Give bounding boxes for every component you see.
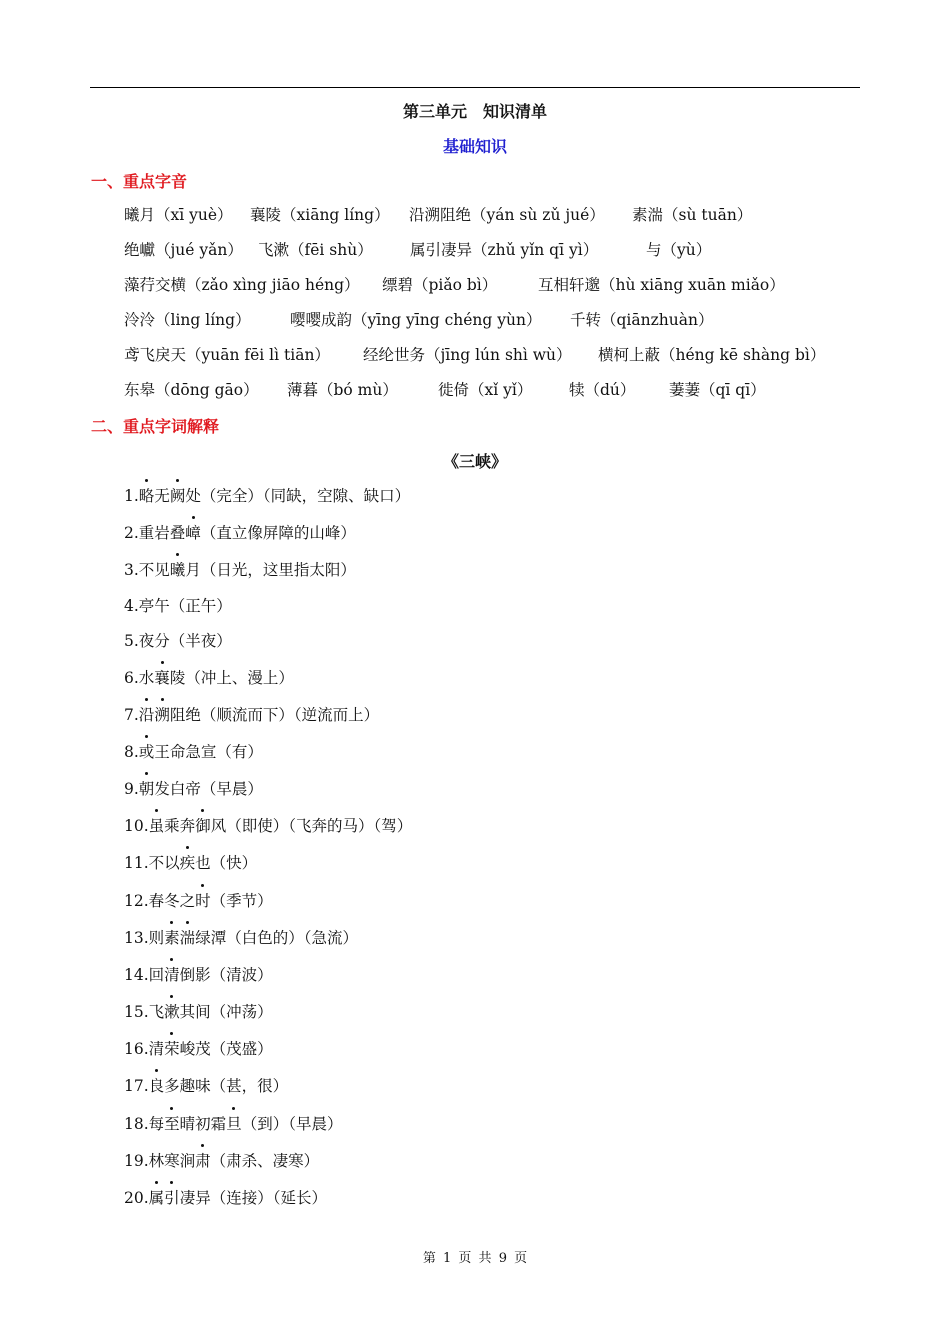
pronunciation-item: 经纶世务（jīng lún shì wù） xyxy=(363,346,572,364)
emphasis-char: 虽 xyxy=(149,814,165,836)
pronunciation-item: 襄陵（xiāng líng） xyxy=(250,206,390,224)
emphasis-char: 溯 xyxy=(154,703,170,725)
vocab-item: 4.亭午（正午） xyxy=(124,597,232,615)
emphasis-char: 御 xyxy=(195,814,211,836)
pronunciation-item: 属引凄异（zhǔ yǐn qī yì） xyxy=(410,241,599,259)
vocab-item: 1.略无阙处（完全）（同缺，空隙、缺口） xyxy=(124,484,410,506)
emphasis-char: 湍 xyxy=(180,926,196,948)
header-rule xyxy=(90,87,860,88)
emphasis-char: 漱 xyxy=(164,1000,180,1022)
emphasis-char: 朝 xyxy=(139,777,155,799)
page-title: 第三单元 知识清单 xyxy=(402,102,547,121)
vocab-item: 20.属引凄异（连接）（延长） xyxy=(124,1186,327,1208)
pronunciation-item: 犊（dú） xyxy=(569,381,636,399)
emphasis-char: 旦 xyxy=(226,1112,242,1134)
emphasis-char: 属 xyxy=(149,1186,165,1208)
vocab-item: 16.清荣峻茂（茂盛） xyxy=(124,1037,273,1059)
pronunciation-item: 藻荇交横（zǎo xìng jiāo héng） xyxy=(124,276,360,294)
pronunciation-item: 曦月（xī yuè） xyxy=(124,206,233,224)
emphasis-char: 略 xyxy=(139,484,155,506)
vocab-item: 9.朝发白帝（早晨） xyxy=(124,777,263,799)
pronunciation-item: 薄暮（bó mù） xyxy=(287,381,398,399)
vocab-item: 19.林寒涧肃（肃杀、凄寒） xyxy=(124,1149,319,1171)
emphasis-char: 素 xyxy=(164,926,180,948)
pronunciation-item: 绝巘（jué yǎn） xyxy=(124,241,243,259)
vocab-item: 10.虽乘奔御风（即使）（飞奔的马）（驾） xyxy=(124,814,412,836)
emphasis-char: 嶂 xyxy=(185,521,201,543)
pronunciation-item: 互相轩邈（hù xiāng xuān miǎo） xyxy=(538,276,785,294)
pronunciation-item: 千转（qiānzhuàn） xyxy=(570,311,714,329)
pronunciation-item: 横柯上蔽（héng kē shàng bì） xyxy=(598,346,826,364)
emphasis-char: 阙 xyxy=(170,484,186,506)
vocab-item: 5.夜分（半夜） xyxy=(124,632,232,650)
vocab-item: 3.不见曦月（日光，这里指太阳） xyxy=(124,558,356,580)
emphasis-char: 清 xyxy=(164,963,180,985)
text-title: 《三峡》 xyxy=(442,452,507,471)
emphasis-char: 肃 xyxy=(195,1149,211,1171)
vocab-item: 7.沿溯阻绝（顺流而下）（逆流而上） xyxy=(124,703,379,725)
emphasis-char: 襄 xyxy=(154,666,170,688)
pronunciation-item: 嘤嘤成韵（yīng yīng chéng yùn） xyxy=(290,311,542,329)
vocab-item: 12.春冬之时（季节） xyxy=(124,889,273,911)
pronunciation-item: 缥碧（piǎo bì） xyxy=(382,276,498,294)
emphasis-char: 引 xyxy=(164,1186,180,1208)
pronunciation-item: 沿溯阻绝（yán sù zǔ jué） xyxy=(409,206,605,224)
pronunciation-item: 泠泠（ling líng） xyxy=(124,311,251,329)
pronunciation-item: 徙倚（xǐ yǐ） xyxy=(438,381,533,399)
vocab-item: 13.则素湍绿潭（白色的）（急流） xyxy=(124,926,358,948)
vocab-item: 8.或王命急宣（有） xyxy=(124,740,263,762)
pronunciation-item: 东皋（dōng gāo） xyxy=(124,381,259,399)
vocab-item: 18.每至晴初霜旦（到）（早晨） xyxy=(124,1112,342,1134)
vocab-item: 14.回清倒影（清波） xyxy=(124,963,273,985)
pronunciation-item: 鸢飞戾天（yuān fēi lì tiān） xyxy=(124,346,330,364)
vocab-item: 6.水襄陵（冲上、漫上） xyxy=(124,666,294,688)
pronunciation-item: 素湍（sù tuān） xyxy=(632,206,753,224)
emphasis-char: 曦 xyxy=(170,558,186,580)
page-footer: 第 1 页 共 9 页 xyxy=(422,1251,528,1266)
page-subtitle: 基础知识 xyxy=(442,137,507,156)
vocab-item: 2.重岩叠嶂（直立像屏障的山峰） xyxy=(124,521,356,543)
pronunciation-item: 与（yù） xyxy=(646,241,712,259)
emphasis-char: 或 xyxy=(139,740,155,762)
pronunciation-item: 萋萋（qī qī） xyxy=(669,381,766,399)
emphasis-char: 良 xyxy=(149,1074,165,1096)
section-heading-vocab: 二、重点字词解释 xyxy=(91,417,220,436)
emphasis-char: 疾 xyxy=(180,851,196,873)
vocab-item: 15.飞漱其间（冲荡） xyxy=(124,1000,273,1022)
emphasis-char: 荣 xyxy=(164,1037,180,1059)
emphasis-char: 时 xyxy=(195,889,211,911)
vocab-item: 11.不以疾也（快） xyxy=(124,851,257,873)
section-heading-pronunciation: 一、重点字音 xyxy=(91,172,188,191)
vocab-item: 17.良多趣味（甚，很） xyxy=(124,1074,288,1096)
pronunciation-item: 飞漱（fēi shù） xyxy=(258,241,373,259)
emphasis-char: 至 xyxy=(164,1112,180,1134)
emphasis-char: 沿 xyxy=(139,703,155,725)
